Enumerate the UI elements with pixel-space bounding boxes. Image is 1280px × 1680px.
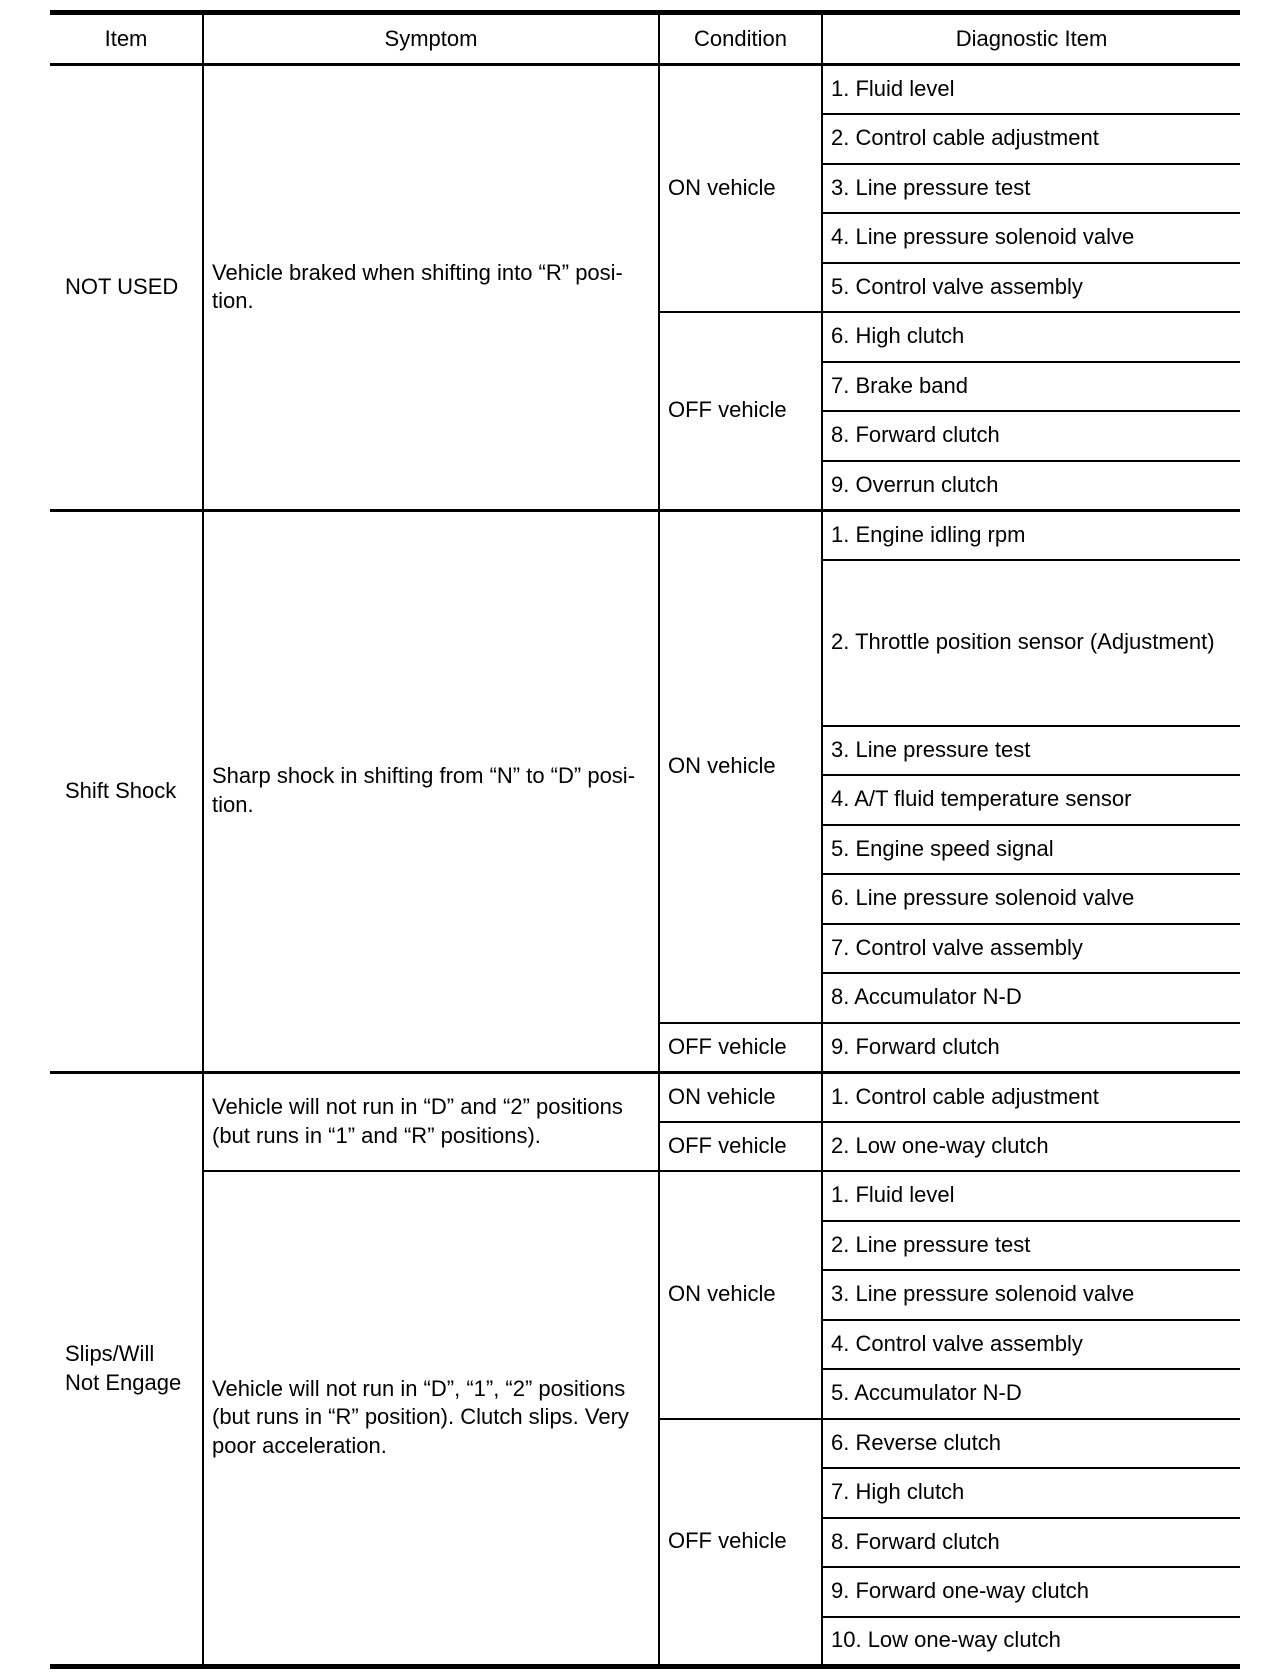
diagnostic-item: 7. Brake band (822, 362, 1240, 412)
item-not-used: NOT USED (50, 65, 203, 511)
symptom-cell (203, 1171, 659, 1666)
diagnostic-item: 2. Control cable adjustment (822, 114, 1240, 164)
diagnostic-item: 10. Low one-way clutch (822, 1617, 1240, 1667)
header-symptom: Symptom (203, 13, 659, 65)
diagnostic-item: 1. Engine idling rpm (822, 510, 1240, 560)
diagnostic-item: 9. Forward clutch (822, 1023, 1240, 1073)
diagnostic-item: 2. Low one-way clutch (822, 1122, 1240, 1172)
diagnostic-item: 2. Line pressure test (822, 1221, 1240, 1271)
symptom-text: Vehicle will not run in “D” and “2” positions (but runs in “1” and “R” positions). (212, 1094, 623, 1148)
diagnostic-item: 5. Engine speed signal (822, 825, 1240, 875)
diagnostic-item: 9. Forward one-way clutch (822, 1567, 1240, 1617)
header-item: Item (50, 13, 203, 65)
diagnostic-item: 7. High clutch (822, 1468, 1240, 1518)
table-header-row (50, 13, 1240, 65)
diagnostic-item: 4. Control valve assembly (822, 1320, 1240, 1370)
diagnostic-item: 4. A/T fluid temperature sensor (822, 775, 1240, 825)
diagnostic-item: 5. Control valve assembly (822, 263, 1240, 313)
diagnostic-item: 8. Forward clutch (822, 1518, 1240, 1568)
table-row (50, 1072, 1240, 1122)
diagnostic-item: 6. Reverse clutch (822, 1419, 1240, 1469)
diagnostic-item: 6. High clutch (822, 312, 1240, 362)
symptom-text: Sharp shock in shifting from “N” to “D” posi-tion. (212, 763, 636, 817)
condition-off-vehicle: OFF vehicle (659, 1419, 822, 1667)
diagnostic-item: 1. Fluid level (822, 1171, 1240, 1221)
diagnostic-item: 1. Control cable adjustment (822, 1072, 1240, 1122)
symptom-cell (203, 1072, 659, 1171)
diagnostic-item: 3. Line pressure solenoid valve (822, 1270, 1240, 1320)
item-slips-will-not-engage: Slips/Will Not Engage (50, 1072, 203, 1666)
diagnostic-item: 3. Line pressure test (822, 164, 1240, 214)
table-row (50, 510, 1240, 560)
symptom-text: Vehicle will not run in “D”, “1”, “2” positions (but runs in “R” position). Clutch slips. Very poor acceleration. (212, 1375, 629, 1459)
table-row (50, 1171, 1240, 1221)
condition-on-vehicle: ON vehicle (659, 65, 822, 313)
diagnostic-item: 9. Overrun clutch (822, 461, 1240, 511)
condition-off-vehicle: OFF vehicle (659, 312, 822, 510)
diagnostic-item (822, 560, 1240, 726)
condition-on-vehicle: ON vehicle (659, 510, 822, 1023)
diagnostic-item-text: 2. Throttle position sensor (Adjustment) (831, 629, 1215, 655)
symptom-cell (203, 65, 659, 511)
header-diagnostic-item: Diagnostic Item (822, 13, 1240, 65)
table-row (50, 65, 1240, 115)
diagnostic-table (50, 10, 1240, 1669)
condition-off-vehicle: OFF vehicle (659, 1122, 822, 1172)
diagnostic-item: 5. Accumulator N-D (822, 1369, 1240, 1419)
diagnostic-item: 6. Line pressure solenoid valve (822, 874, 1240, 924)
condition-on-vehicle: ON vehicle (659, 1072, 822, 1122)
condition-off-vehicle: OFF vehicle (659, 1023, 822, 1073)
condition-on-vehicle: ON vehicle (659, 1171, 822, 1419)
diagnostic-item: 3. Line pressure test (822, 726, 1240, 776)
symptom-cell (203, 510, 659, 1072)
header-condition: Condition (659, 13, 822, 65)
diagnostic-item: 1. Fluid level (822, 65, 1240, 115)
diagnostic-item: 7. Control valve assembly (822, 924, 1240, 974)
symptom-text: Vehicle braked when shifting into “R” posi-tion. (212, 259, 623, 314)
diagnostic-item: 8. Accumulator N-D (822, 973, 1240, 1023)
diagnostic-item: 8. Forward clutch (822, 411, 1240, 461)
item-shift-shock: Shift Shock (50, 510, 203, 1072)
diagnostic-item: 4. Line pressure solenoid valve (822, 213, 1240, 263)
